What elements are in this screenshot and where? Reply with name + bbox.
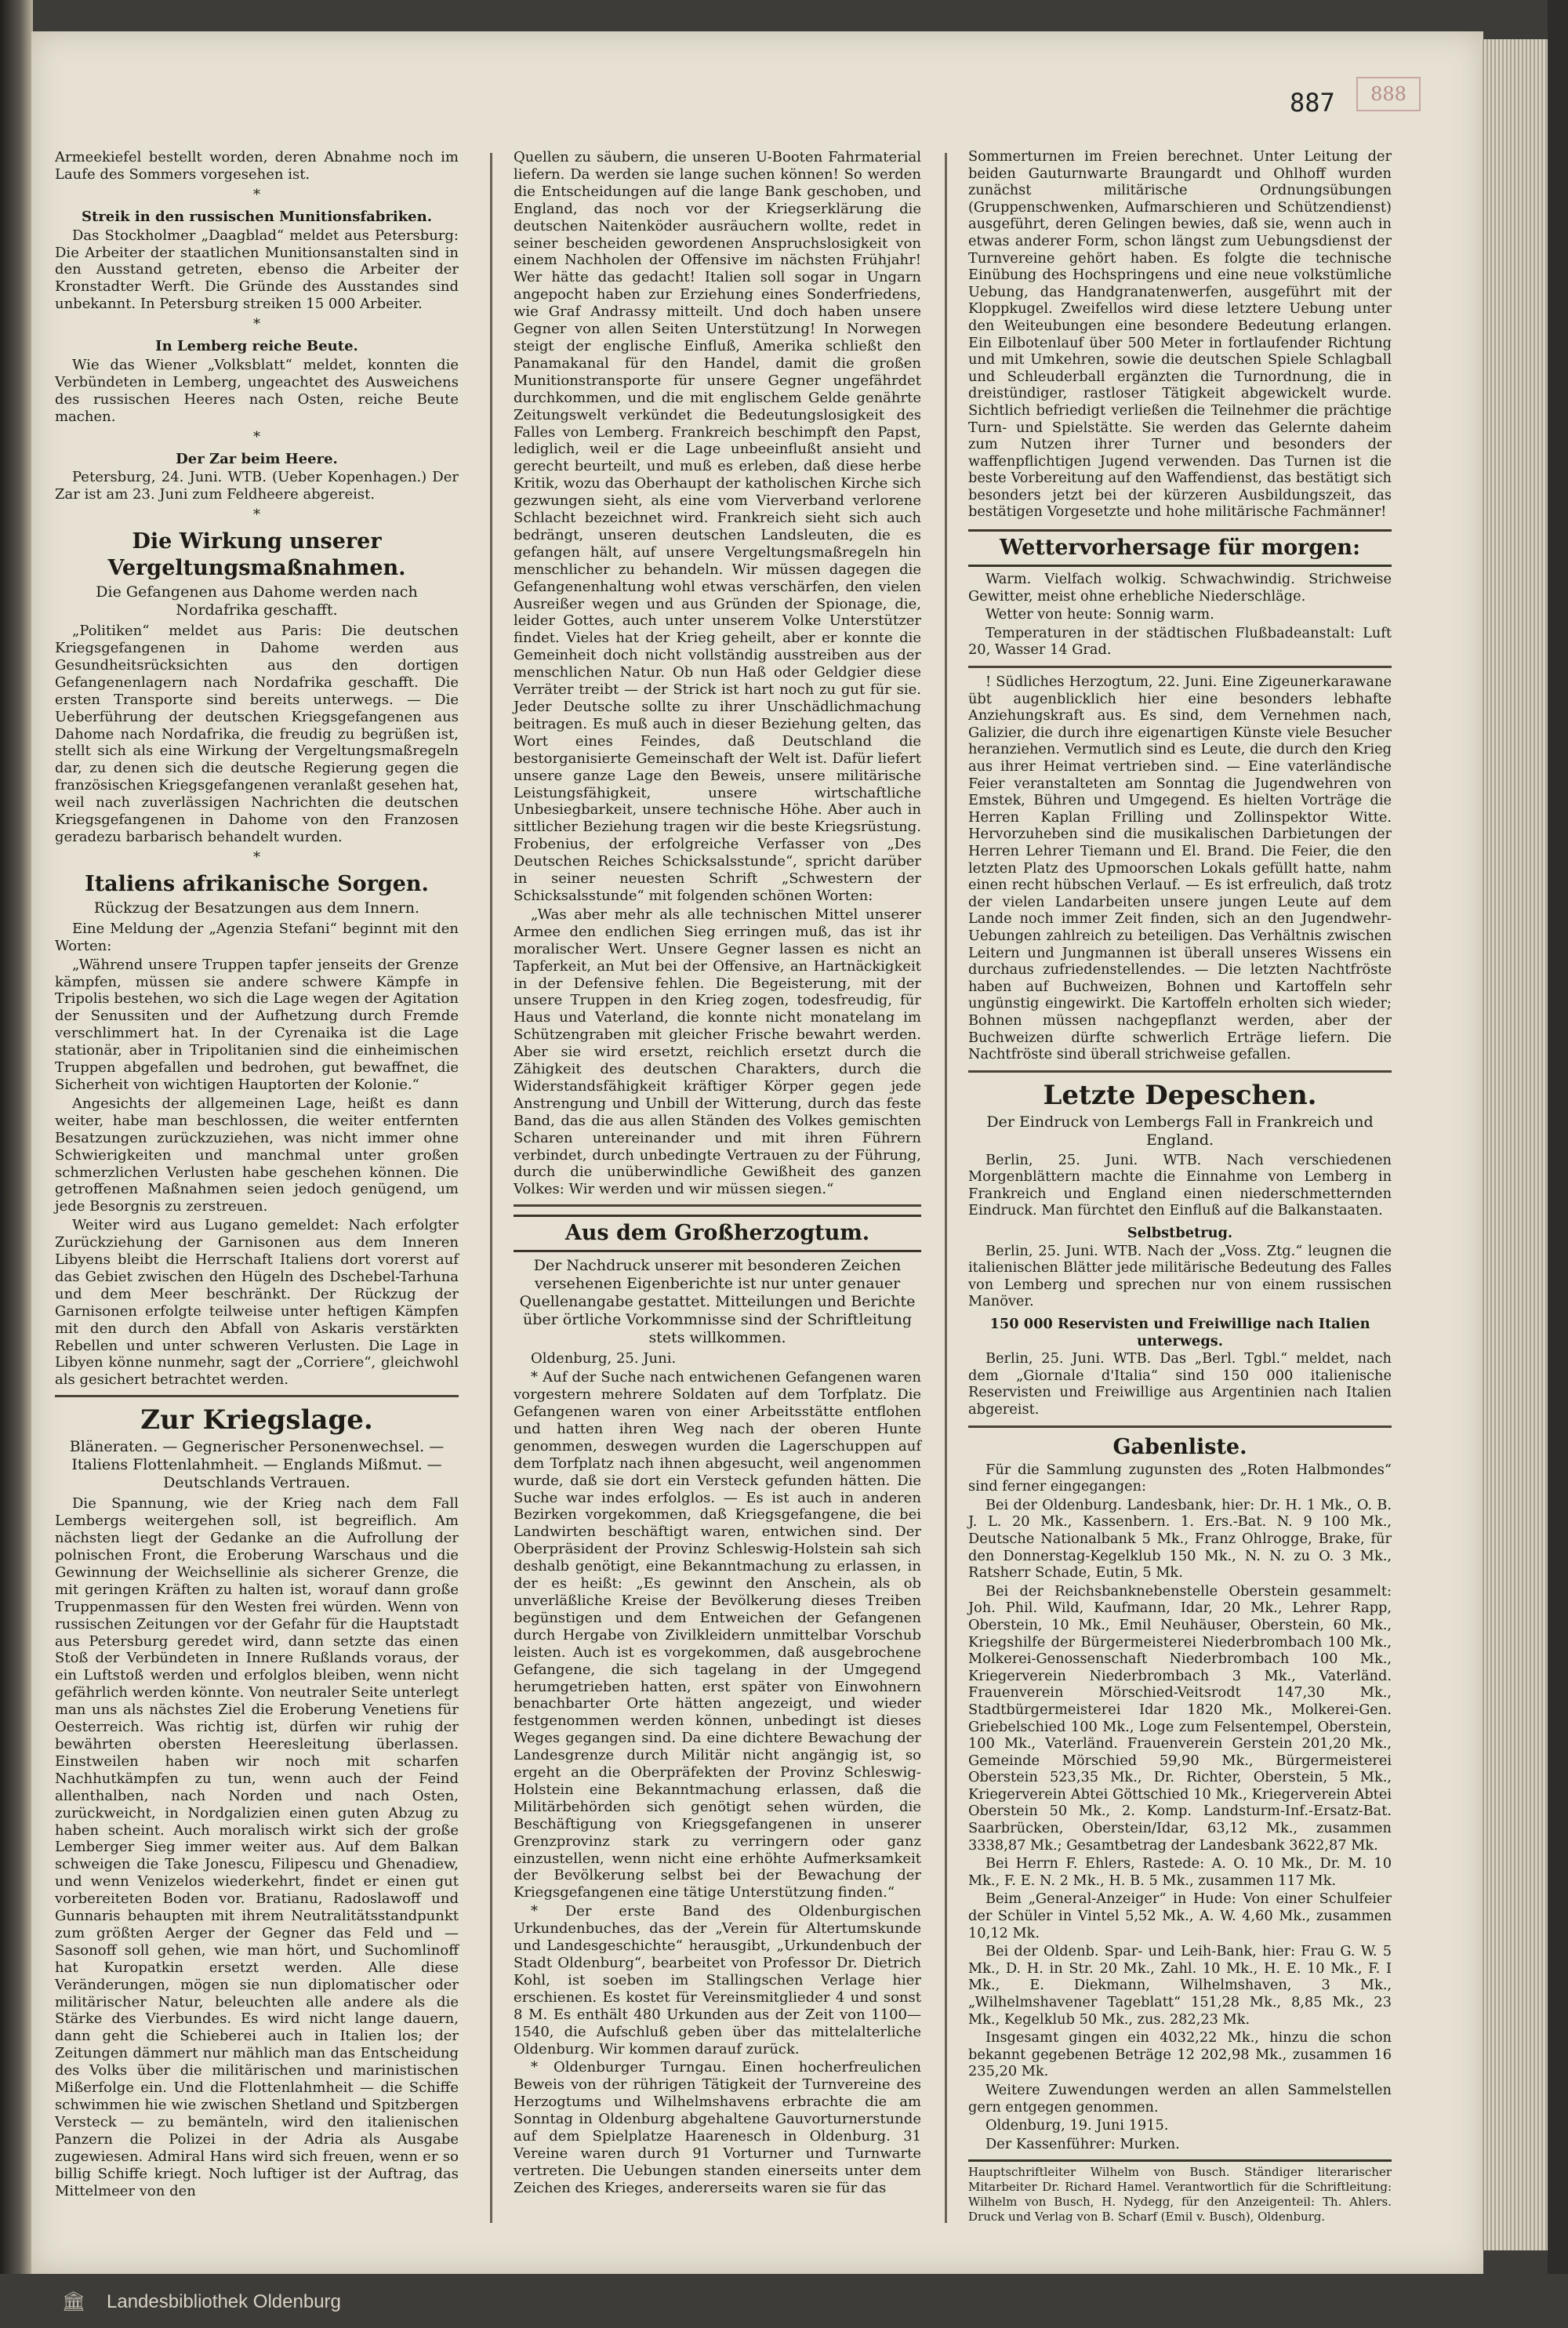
subheadline: Der Eindruck von Lembergs Fall in Frankreich und England. bbox=[986, 1113, 1374, 1149]
article-paragraph: Bei der Reichsbanknebenstelle Oberstein gesammelt: Joh. Phil. Wild, Kaufmann, Idar, 20 Mk., Lehrer Rapp, Oberstein, 10 Mk., Emil Neuhäuser, Oberstein, 60 Mk., Kriegshilfe der Bürgermeisterei Niederbrombach 100 Mk., Molkerei-Genossenschaft Niederbrombach 100 Mk., Kriegerverein Niederbrombach 3 Mk., Vaterländ. Frauenverein Mörschied-Veitsrodt 147,30 Mk., Stadtbürgermeisterei Idar 1820 Mk., Molkerei-Gen. Griebelschied 100 Mk., Loge zum Felsentempel, Oberstein, 100 Mk., Vaterländ. Frauenverein Gerstein 201,20 Mk., Gemeinde Mörschied 59,90 Mk., Bürgermeisterei Oberstein 523,35 Mk., Dr. Richter, Oberstein, 5 Mk., Kriegerverein Abtei Göttschied 10 Mk., Kriegerverein Abtei Oberstein 50 Mk., 2. Komp. Landsturm-Inf.-Ersatz-Bat. Saarbrücken, Oberstein/Idar, 63,12 Mk., zusammen 3338,87 Mk.; Gesamtbetrag der Landesbank 3622,87 Mk. bbox=[968, 1583, 1392, 1854]
article-paragraph: „Während unsere Truppen tapfer jenseits der Grenze kämpfen, müssen sie andere schwere Kämpfe in Tripolis bestehen, wo sich die Lage wegen der Agitation der Senussiten und der Aufhetzung durch Fremde verschlimmert hat. In der Cyrenaika ist die Lage stationär, aber in Tripolitanien sind die einheimischen Truppen abgefallen und bedrohen, gut bewaffnet, die Sicherheit von wichtigen Hauptorten der Kolonie.“ bbox=[55, 956, 459, 1093]
section-rule bbox=[55, 1395, 459, 1397]
article-paragraph: * Der erste Band des Oldenburgischen Urkundenbuches, das der „Verein für Altertumskunde und Landesgeschichte“ herausgibt, „Urkundenbuch der Stadt Oldenburg“, bearbeitet von Professor Dr. Dietrich Kohl, ist soeben im Stallingschen Verlage hier erschienen. Es kostet für Vereinsmitglieder 4 und sonst 8 M. Es enthält 480 Urkunden aus der Zeit von 1100—1540, die Aufschluß geben über das mittelalterliche Oldenburg. Wir kommen darauf zurück. bbox=[514, 1903, 921, 2057]
subheadline: Bläneraten. — Gegnerischer Personenwechsel. — Italiens Flottenlahmheit. — Englands Mißmut. — Deutschlands Vertrauen. bbox=[69, 1438, 445, 1492]
article-paragraph: Beim „General-Anzeiger“ in Hude: Von einer Schulfeier der Schüler in Vintel 5,52 Mk., A. W. 4,60 Mk., zusammen 10,12 Mk. bbox=[968, 1891, 1392, 1941]
article-paragraph: Eine Meldung der „Agenzia Stefani“ beginnt mit den Worten: bbox=[55, 920, 459, 954]
boxed-section-title: Wettervorhersage für morgen: bbox=[968, 529, 1392, 567]
article-paragraph: Bei Herrn F. Ehlers, Rastede: A. O. 10 Mk., Dr. M. 10 Mk., F. E. N. 2 Mk., H. B. 5 Mk., zusammen 117 Mk. bbox=[968, 1856, 1392, 1889]
article-paragraph: Angesichts der allgemeinen Lage, heißt es dann weiter, habe man beschlossen, die weiter entfernten Besatzungen zurückzuziehen, was nicht immer ohne Schwierigkeiten und manchmal unter großen schmerzlichen Verlusten habe geschehen können. Die getroffenen Maßnahmen seien jedoch genügend, um jede Besorgnis zu zerstreuen. bbox=[55, 1095, 459, 1215]
subheadline: Die Gefangenen aus Dahome werden nach Nordafrika geschafft. bbox=[96, 583, 418, 619]
article-paragraph: Sommerturnen im Freien berechnet. Unter Leitung der beiden Gauturnwarte Braungardt und Ohlhoff wurden zunächst militärische Ordnungsübungen (Gruppenschwenken, Aufmarschieren und Schützendienst) ausgeführt, deren Gelingen bewies, daß sie, wenn auch in etwas anderer Form, schon längst zum Uebungsdienst der Turnvereine gehört haben. Es folgte die technische Einübung des Hochspringens und eine neue volkstümliche Uebung, das Handgranatenwerfen, ausgeführt mit der Kloppkugel. Zweifellos wird diese letztere Uebung unter den Weiteubungen eine besondere Bedeutung erlangen. Ein Eilbotenlauf über 500 Meter in fortlaufender Richtung und mit Umkehren, sowie die deutschen Spiele Schlagball und Schleuderball ergänzten die Turnordnung, die in dreistündiger, rastloser Tätigkeit abgewickelt wurde. Sichtlich befriedigt verließen die Teilnehmer die prächtige Turn- und Spielstätte. Sie werden das Gelernte daheim zum Nutzen ihrer Turner und besonders der waffenpflichtigen Jugend verwenden. Das Turnen ist die beste Vorbereitung auf den Waffendienst, das bestätigt sich besonders jetzt bei der kürzeren Ausbildungszeit, das bestätigen Vorgesetzte und hohe militärische Fachmänner! bbox=[968, 149, 1392, 521]
section-headline: Die Wirkung unserer Vergeltungsmaßnahmen. bbox=[107, 529, 406, 581]
section-rule bbox=[968, 1070, 1392, 1073]
article-paragraph: Bei der Oldenburg. Landesbank, hier: Dr. H. 1 Mk., O. B. J. L. 20 Mk., Kassenbern. 1. Ers.-Bat. N. 9 100 Mk., Deutsche Nationalbank 5 Mk., Franz Ohlrogge, Brake, für den Donnerstag-Kegelklub 150 Mk., N. N. zu O. 3 Mk., Ratsherr Schade, Eutin, 5 Mk. bbox=[968, 1497, 1392, 1582]
library-stamp: 888 bbox=[1356, 77, 1421, 111]
page-number: 887 bbox=[1290, 88, 1335, 118]
separator-asterisk: * bbox=[253, 186, 260, 203]
column-rule-1 bbox=[490, 153, 492, 2223]
article-paragraph: * Auf der Suche nach entwichenen Gefangenen waren vorgestern mehrere Soldaten auf dem Torfplatz. Die Gefangenen waren von einer Arbeitsstätte entflohen und hatten ihren Weg nach der oberen Hunte genommen, deswegen wurden die Lagerschuppen auf dem Torfplatz nach ihnen abgesucht, weil angenommen wurde, daß sie dort ein Versteck gefunden hätten. Die Suche war indes erfolglos. — Es ist auch in anderen Bezirken vorgekommen, daß Kriegsgefangene, die bei Landwirten beschäftigt waren, entwichen sind. Der Oberpräsident der Provinz Schleswig-Holstein sah sich deshalb genötigt, eine Bekanntmachung zu erlassen, in der es heißt: „Es gewinnt den Anschein, als ob unverläßliche Kreise der Bevölkerung dieses Treiben begünstigen und dem Entweichen der Gefangenen durch Hergabe von Zivilkleidern unmittelbar Vorschub leisten. Auch ist es vorgekommen, daß ausgebrochene Gefangene, die sich tagelang in der Umgegend herumgetrieben hatten, erst später von Einwohnern benachbarter Orte hätten angezeigt, und wieder festgenommen werden können, unbedingt ist dieses Weges gegangen sind. Da eine dichtere Bewachung der Landesgrenze durch Militär nicht angängig ist, so ergeht an die Oberpräfekten der Provinz Schleswig-Holstein eine Bekanntmachung erlassen, daß die Militärbehörden sich genötigt sehen würden, die Beschäftigung von Kriegsgefangenen in unserer Grenzprovinz stark zu verringern oder ganz einzustellen, wenn nicht eine erhöhte Aufmerksamkeit der Bevölkerung selbst bei der Bewachung der Kriegsgefangenen eine tätige Unterstützung finden.“ bbox=[514, 1369, 921, 1901]
boxed-section-title: Aus dem Großherzogtum. bbox=[514, 1215, 921, 1252]
article-paragraph: Berlin, 25. Juni. WTB. Nach der „Voss. Ztg.“ leugnen die italienischen Blätter jede militärische Bedeutung des Falles von Lemberg und sprechen nur von einem russischen Manöver. bbox=[968, 1243, 1392, 1310]
library-name: Landesbibliothek Oldenburg bbox=[107, 2291, 341, 2312]
article-paragraph: Insgesamt gingen ein 4032,22 Mk., hinzu die schon bekannt gegebenen Beträge 12 202,98 Mk., zusammen 16 235,20 Mk. bbox=[968, 2030, 1392, 2080]
separator-asterisk: * bbox=[253, 428, 260, 445]
article-paragraph: „Politiken“ meldet aus Paris: Die deutschen Kriegsgefangenen in Dahome werden aus Gesundheitsrücksichten aus den dortigen Gefangenenlagern nach Nordafrika geschafft. Die ersten Transporte sind bereits unterwegs. — Die Ueberführung der deutschen Kriegsgefangenen aus Dahome nach Nordafrika, die freudig zu begrüßen ist, stellt sich als eine Wirkung der Vergeltungsmaßregeln dar, zu denen sich die deutsche Regierung gegen die französischen Kriegsgefangenen veranlaßt gesehen hat, weil nach zuverlässigen Nachrichten die deutschen Kriegsgefangenen in Dahome von den Franzosen geradezu barbarisch behandelt wurden. bbox=[55, 623, 459, 845]
section-rule bbox=[968, 1425, 1392, 1428]
article-paragraph: Berlin, 25. Juni. WTB. Nach verschiedenen Morgenblättern machte die Einnahme von Lemberg in Frankreich und England einen niederschmetternden Eindruck. Man fürchtet den Einfluß auf die Balkanstaaten. bbox=[968, 1152, 1392, 1219]
article-paragraph: * Oldenburger Turngau. Einen hocherfreulichen Beweis von der rührigen Tätigkeit der Turnvereine des Herzogtums und Wilhelmshavens erbrachte die am Sonntag in Oldenburg abgehaltene Gauvorturnerstunde auf dem Spielplatze Haarenesch in Oldenburg. 31 Vereine waren durch 91 Vorturner und Turnwarte vertreten. Die Uebungen standen einerseits unter dem Zeichen des Krieges, andererseits waren sie für das bbox=[514, 2059, 921, 2196]
article-paragraph: Bei der Oldenb. Spar- und Leih-Bank, hier: Frau G. W. 5 Mk., D. H. in Str. 20 Mk., Zahl. 10 Mk., H. E. 10 Mk., F. I Mk., E. Diekmann, Wilhelmshaven, 3 Mk., „Wilhelmshavener Tageblatt“ 151,28 Mk., 8,85 Mk., 23 Mk., Kegelklub 50 Mk., zus. 282,23 Mk. bbox=[968, 1944, 1392, 2028]
article-paragraph: „Was aber mehr als alle technischen Mittel unserer Armee den endlichen Sieg erringen muß, das ist ihr moralischer Wert. Unsere Gegner lassen es nicht an Tapferkeit, an Mut bei der Offensive, an Hartnäckigkeit in der Defensive fehlen. Die Begeisterung, mit der unsere Truppen in den Krieg zogen, todesfreudig, für Haus und Vaterland, die konnte nicht monatelang im Schützengraben mit gleicher Frische bewahrt werden. Aber sie wird ersetzt, reichlich ersetzt durch die Zähigkeit des deutschen Charakters, durch die Widerstandsfähigkeit kräftiger Körper gegen jede Anstrengung und Unbill der Witterung, durch das feste Band, das die aus allen Ständen des Volkes gemischten Scharen untereinander und mit ihren Führern verbindet, durch unbedingte Vertrauen zu der Führung, durch die unüberwindliche Gewißheit des ganzen Volkes: Wir werden und wir müssen siegen.“ bbox=[514, 906, 921, 1198]
footer-bar bbox=[0, 2274, 1568, 2328]
section-rule bbox=[968, 666, 1392, 668]
imprint: Hauptschriftleiter Wilhelm von Busch. Ständiger literarischer Mitarbeiter Dr. Richard Hamel. Verantwortlich für die Schriftleitung: Wilhelm von Busch, H. Nydegg, für den Anzeigenteil: Th. Ahlers. Druck und Verlag von B. Scharf (Emil v. Busch), Oldenburg. bbox=[968, 2159, 1392, 2224]
book-gutter-shadow bbox=[0, 0, 33, 2274]
article-paragraph: Temperaturen in der städtischen Flußbadeanstalt: Luft 20, Wasser 14 Grad. bbox=[968, 625, 1392, 659]
article-paragraph: Weiter wird aus Lugano gemeldet: Nach erfolgter Zurückziehung der Garnisonen aus dem Inneren Libyens bleibt die Herrschaft Italiens dort vorerst auf das Gebiet zwischen den Hügeln des Dschebel-Tarhuna und dem Meer beschränkt. Der Rückzug der Garnisonen erfolgte teilweise unter heftigen Kämpfen mit den durch den Abfall von Askaris verstärkten Rebellen und unter schweren Verlusten. Die Lage in Libyen könne nunmehr, sagt der „Corriere“, gleichwohl als gesichert betrachtet werden. bbox=[55, 1217, 459, 1389]
separator-asterisk: * bbox=[253, 848, 260, 866]
article-headline: In Lemberg reiche Beute. bbox=[155, 338, 358, 355]
article-paragraph: Armeekiefel bestellt worden, deren Abnahme noch im Laufe des Sommers vorgesehen ist. bbox=[55, 149, 459, 183]
subheadline: Rückzug der Besatzungen aus dem Innern. bbox=[93, 899, 420, 917]
article-paragraph: Petersburg, 24. Juni. WTB. (Ueber Kopenhagen.) Der Zar ist am 23. Juni zum Feldheere abgereist. bbox=[55, 469, 459, 503]
article-paragraph: Wetter von heute: Sonnig warm. bbox=[985, 607, 1214, 623]
subheadline: Der Nachdruck unserer mit besonderen Zeichen versehenen Eigenberichte ist nur unter genauer Quellenangabe gestattet. Mitteilungen und Berichte über örtliche Vorkommnisse sind der Schriftleitung stets willkommen. bbox=[519, 1257, 916, 1347]
section-rule bbox=[514, 1204, 921, 1207]
article-headline: Der Zar beim Heere. bbox=[176, 450, 338, 467]
article-paragraph: Oldenburg, 25. Juni. bbox=[531, 1350, 677, 1367]
article-paragraph: ! Südliches Herzogtum, 22. Juni. Eine Zigeunerkarawane übt augenblicklich hier eine besonders lebhafte Anziehungskraft aus. Es sind, dem Vernehmen nach, Galizier, die durch ihre eigenartigen Künste viele Besucher heranziehen. Vermutlich sind es Leute, die durch den Krieg aus ihrer Heimat vertrieben sind. — Eine vaterländische Feier veranstalteten am Sonntag die Jugendwehren von Emstek, Bühren und Umgegend. Es hielten Vorträge die Herren Kaplan Frilling und Zollinspektor Witte. Hervorzuheben sind die musikalischen Darbietungen der Herren Lehrer Tiemann und El. Brand. Die Feier, die den letzten Platz des Upmoorschen Lokals gefüllt hatte, nahm einen recht hübschen Verlauf. — Es ist erfreulich, daß trotz der vielen Landarbeiten unsere jungen Leute auf dem Lande noch immer Zeit finden, sich an den Jugendwehr-Uebungen zahlreich zu beteiligen. Das Verhältnis zwischen Leitern und Jungmannen ist überall unseres Wissens ein durchaus zufriedenstellendes. — Die letzten Nachtfröste haben auf Buchweizen, Bohnen und Kartoffeln sehr ungünstig eingewirkt. Die Kartoffeln erholten sich wieder; Bohnen müssen nachgepflanzt werden, aber der Buchweizen dürfte schwerlich Erträge liefern. Die Nachtfröste sind überall strichweise gefallen. bbox=[968, 674, 1392, 1063]
section-headline: Gabenliste. bbox=[1112, 1434, 1247, 1459]
article-paragraph: Die Spannung, wie der Krieg nach dem Fall Lembergs weitergehen soll, ist begreiflich. Am nächsten liegt der Gedanke an die Aufrollung der polnischen Front, die Eroberung Warschaus und die Gewinnung der Weichsellinie als sicherer Grenze, die mit geringen Kräften zu halten ist, worauf dann große Truppenmassen für den Westen frei würden. Wenn von russischen Zeitungen vor der Gefahr für die Hauptstadt aus Petersburg geredet wird, dann setzte das einen Stoß der Verbündeten in Innere Rußlands voraus, der ein Luftstoß werden und erfolglos bleiben, wenn nicht gefährlich werden könnte. Von neutraler Seite unterlegt man uns als nächstes Ziel die Eroberung Venetiens für Oesterreich. Was richtig ist, dürfen wir ruhig der bewährten obersten Heeresleitung überlassen. Einstweilen haben wir noch mit scharfen Nachhutkämpfen zu tun, wenn auch der Feind allenthalben, nach Norden und nach Osten, zurückweicht, in Nordgalizien einen guten Abzug zu haben scheint. Auch moralisch wirkt sich der große Lemberger Sieg immer weiter aus. Auf dem Balkan schweigen die Take Jonescu, Filipescu und Ghenadiew, und wenn Venizelos wiederkehrt, findet er einen gut vorbereiteten Boden vor. Bratianu, Radoslawoff und Gunnaris behaupten mit ihrem Neutralitätsstandpunkt zum größten Aerger der Gegner das Feld und — Sasonoff soll gehen, wie man hört, und Suchomlinoff hat Kuropatkin ersetzt werden. Alle diese Veränderungen, mögen sie nun diplomatischer oder militärischer Natur, beleuchten alle andere als die Stärke des Vierbundes. Es wird nicht lange dauern, dann geht die Schieberei auch in Italien los; der Zeitungen dämmert nur mählich man das Entscheidung des Volks über die militärischen und marinistischen Mißerfolge ein. Und die Flottenlahmheit — die Schiffe schwimmen hie wie zwischen Shetland und Spitzbergen Versteck — zu bemänteln, wird den italienischen Panzern die Polizei in der Adria als Ausgabe zugewiesen. Admiral Hans wird sich freuen, wenn er so billig Schiffe kriegt. Noch luftiger ist der Auftrag, das Mittelmeer von den bbox=[55, 1495, 459, 2199]
article-paragraph: Wie das Wiener „Volksblatt“ meldet, konnten die Verbündeten in Lemberg, ungeachtet des Ausweichens des russischen Heeres nach Osten, reiche Beute machen. bbox=[55, 356, 459, 425]
article-headline: Selbstbetrug. bbox=[1127, 1225, 1233, 1242]
article-paragraph: Für die Sammlung zugunsten des „Roten Halbmondes“ sind ferner eingegangen: bbox=[968, 1462, 1392, 1495]
article-paragraph: Der Kassenführer: Murken. bbox=[985, 2136, 1180, 2152]
article-headline: 150 000 Reservisten und Freiwillige nach Italien unterwegs. bbox=[989, 1316, 1370, 1349]
separator-asterisk: * bbox=[253, 507, 260, 524]
separator-asterisk: * bbox=[253, 316, 260, 333]
article-paragraph: Oldenburg, 19. Juni 1915. bbox=[985, 2118, 1169, 2134]
article-paragraph: Weitere Zuwendungen werden an allen Sammelstellen gern entgegen genommen. bbox=[968, 2082, 1392, 2116]
section-title: Zur Kriegslage. bbox=[140, 1404, 373, 1436]
section-title: Letzte Depeschen. bbox=[1043, 1079, 1317, 1111]
article-paragraph: Quellen zu säubern, die unseren U-Booten Fahrmaterial liefern. Da werden sie lange suchen können! So werden die Entscheidungen auf die lange Bank geschoben, und England, das noch vor der Kriegserklärung die deutschen Naitenköder ausräuchern wollte, redet in seiner bescheiden gewordenen Anspruchslosigkeit von einem Nachholen der Offensive im nächsten Frühjahr! Wer hätte das gedacht! Italien soll sogar in Ungarn angepocht haben zur Erziehung eines Sonderfriedens, wie Graf Andrassy mitteilt. Und doch haben unsere Gegner von allen Seiten Unterstützung! In Norwegen steigt der englische Einfluß, Amerika schließt den Panamakanal für den Handel, damit die großen Munitionstransporte für unsere Gegner ungefährdet durchkommen, und die mit englischem Gelde genährte Zeitungswelt verkündet die Bedeutungslosigkeit des Falles von Lemberg. Frankreich beschimpft den Papst, lediglich, weil er die Lage unbeeinflußt ansieht und gerecht beurteilt, und muß es erleben, daß diese herbe Kritik, wozu das Oberhaupt der katholischen Kirche sich gezwungen sieht, als eine vom Vierverband verlorene Schlacht bezeichnet wird. Frankreich sieht sich auch bedrängt, unseren deutschen Landsleuten, die es gefangen hält, auf unsere Vergeltungsmaßregeln hin menschlicher zu behandeln. Wir müssen dagegen die Gefangenenhaltung wohl etwas verschärfen, den vielen Ausreißer wegen und aus Gründen der Spionage, die, leider Gottes, auch unter unserem Volke Unterstützer findet. Vieles hat der Krieg geheilt, aber er konnte die Gemeinheit doch nicht vollständig ausstreiben aus der menschlichen Natur. Ob nun Haß oder Geldgier diese Verräter treibt — der Strick ist hart noch zu gut für sie. Jeder Deutsche sollte zu ihrer Unschädlichmachung beitragen. Es muß auch in dieser Beziehung gelten, das Wort eines Feindes, daß Deutschland die bestorganisierte Gemeinschaft der Welt ist. Dafür liefert unsere ganze Lage den Beweis, unsere militärische Leistungsfähigkeit, unsere wirtschaftliche Unbesiegbarkeit, unsere technische Höhe. Aber auch in sittlicher Beziehung tragen wir die beste Kriegsrüstung. Frobenius, der erfolgreiche Verfasser von „Des Deutschen Reiches Schicksalsstunde“, spricht darüber in seiner neuesten Schrift „Schwestern der Schicksalsstunde“ mit folgenden schönen Worten: bbox=[514, 149, 921, 904]
column-2 bbox=[514, 149, 921, 2199]
article-headline: Streik in den russischen Munitionsfabriken. bbox=[82, 208, 432, 225]
column-3 bbox=[968, 149, 1392, 2224]
column-rule-2 bbox=[945, 153, 947, 2223]
right-binding bbox=[1548, 0, 1568, 2328]
article-paragraph: Das Stockholmer „Daagblad“ meldet aus Petersburg: Die Arbeiter der staatlichen Munitionsanstalten sind in den Ausstand getreten, ebenso die Arbeiter der Kronstadter Werft. Die Gründe des Ausstandes sind unbekannt. In Petersburg streiken 15 000 Arbeiter. bbox=[55, 227, 459, 313]
column-1 bbox=[55, 149, 459, 2201]
article-paragraph: Warm. Vielfach wolkig. Schwachwindig. Strichweise Gewitter, meist ohne erhebliche Niederschläge. bbox=[968, 572, 1392, 605]
section-headline: Italiens afrikanische Sorgen. bbox=[85, 871, 429, 896]
page-edges bbox=[1480, 39, 1548, 2250]
article-paragraph: Berlin, 25. Juni. WTB. Das „Berl. Tgbl.“ meldet, nach dem „Giornale d'Italia“ sind 150 000 italienische Reservisten und Freiwillige aus Argentinien nach Italien abgereist. bbox=[968, 1351, 1392, 1418]
library-logo-icon: 🏛 bbox=[61, 2290, 86, 2312]
